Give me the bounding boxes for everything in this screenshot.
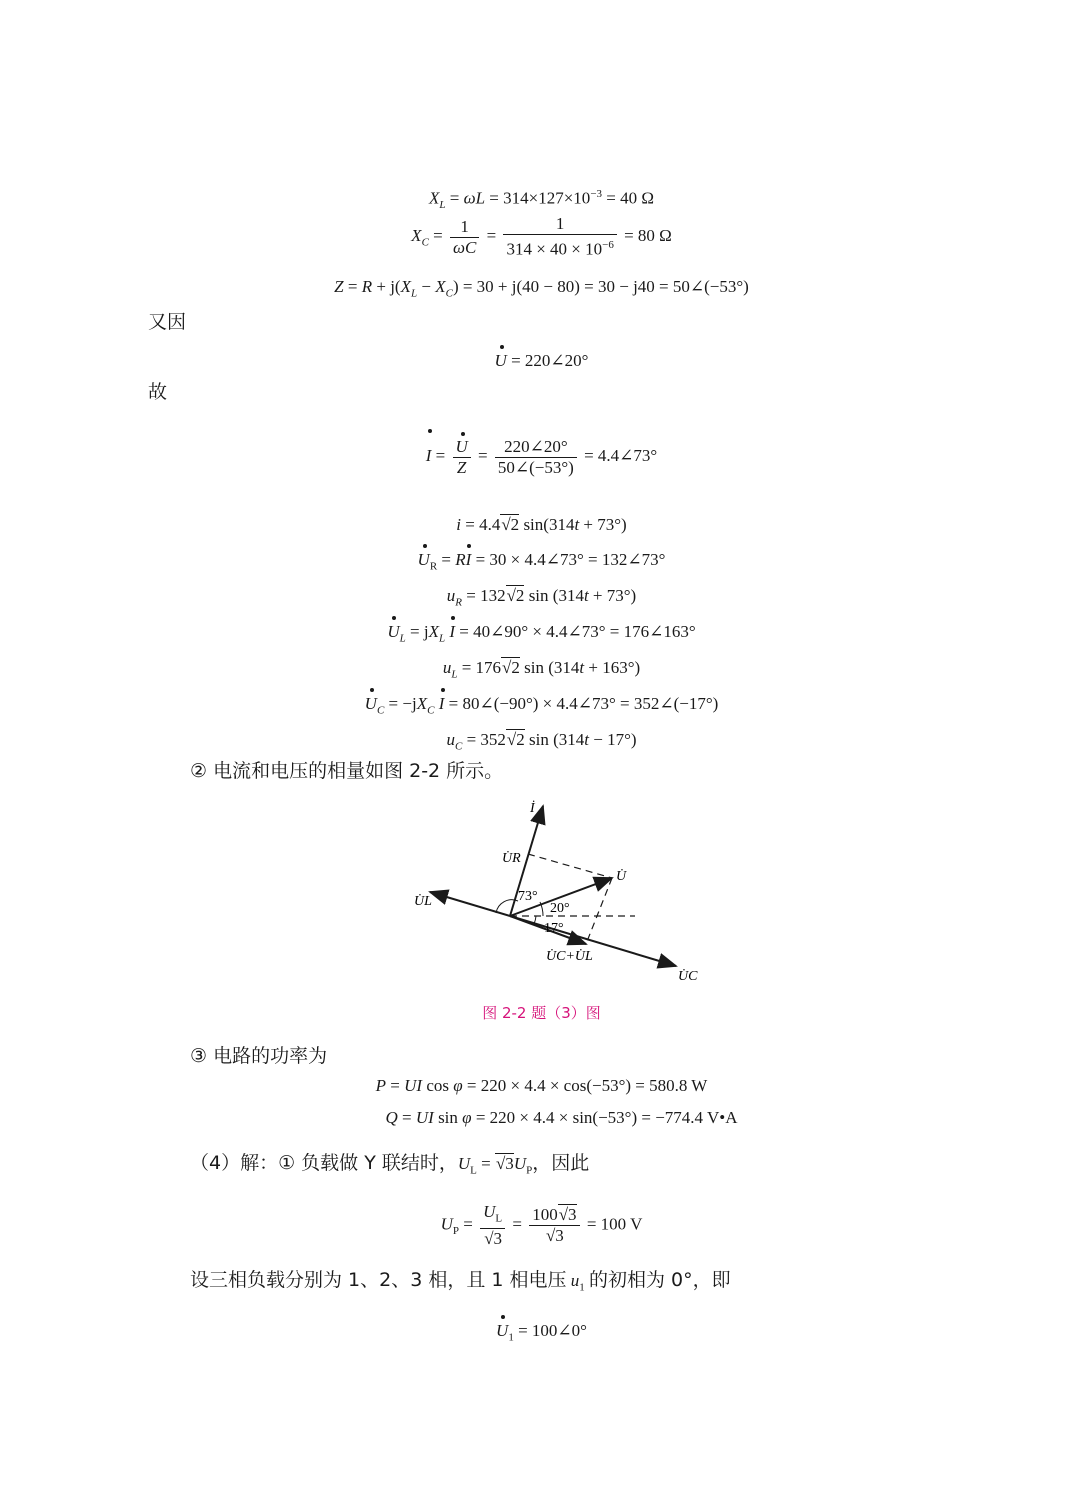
- equation-p: P = UI cos φ = 220 × 4.4 × cos(−53°) = 580.8 W: [375, 1076, 708, 1095]
- equation-i-phasor: I = $\frac{U}{Z}$ = $\frac{220\angle 20^\circ}{50\angle(-53^\circ)}$ = 4.4∠73°: [0, 434, 1083, 478]
- text-setup-b: 的初相为 0°，即: [589, 1269, 731, 1291]
- label-ur: U̇R: [502, 851, 521, 866]
- label-u: U̇: [616, 869, 627, 884]
- equation-i-time: i = 4.4√2 sin(314t + 73°): [456, 515, 627, 534]
- equation-uc: $U_C = -jX_C$ I = 80∠(−90°) × 4.4∠73° = 352∠(−17°): [364, 694, 719, 717]
- text-youyin: 又因: [148, 311, 187, 333]
- text-setup-a: 设三相负载分别为 1、2、3 相，且 1 相电压: [190, 1269, 567, 1291]
- label-73: 73°: [518, 889, 538, 904]
- equation-uc-time: $u_C = 352√2$ sin (314t − 17°): [446, 730, 637, 753]
- label-i: İ: [530, 801, 535, 816]
- label-20: 20°: [550, 901, 570, 916]
- text-item3: ③ 电路的功率为: [190, 1045, 328, 1067]
- phasor-diagram: [400, 792, 720, 992]
- figure-caption: 图 2-2 题（3）图: [482, 1004, 601, 1022]
- text-part4: （4）解：① 负载做 Y 联结时，$U_L = √3U_P$，因此: [190, 1152, 590, 1177]
- equation-xc: $X_C$ = $\frac{1}{\omega C}$ = $\frac{1}{314 \times 40 \times 10^{-6}}$ = 80 Ω: [411, 214, 672, 259]
- equation-ur-time: $u_R = 132√2$ sin (314t + 73°): [446, 586, 637, 609]
- text-setup: 设三相负载分别为 1、2、3 相，且 1 相电压 $u_1$ 的初相为 0°，即: [190, 1269, 731, 1294]
- equation-xl: $X_L = \omega L = 314\times 127\times 10^{-3} = 40$ Ω: [428, 188, 655, 212]
- equation-ul: $U_L = jX_L$ I = 40∠90° × 4.4∠73° = 176∠163°: [387, 622, 696, 645]
- equation-ul-time: $u_L = 176√2$ sin (314t + 163°): [442, 658, 641, 681]
- equation-up: $U_P$ = $\frac{U_L}{√3}$ = $\frac{100√3}{√3}$ = 100 V: [440, 1202, 643, 1249]
- label-ul: U̇L: [414, 894, 432, 909]
- label-uc: U̇C: [678, 969, 698, 984]
- equation-u1: $U_1$ = 100∠0°: [496, 1321, 587, 1344]
- equation-z: $Z = R + j(X_L - X_C) = 30 + j(40 - 80) = 30 - j40$ = 50∠(−53°): [334, 277, 749, 300]
- equation-q: Q = UI sin φ = 220 × 4.4 × sin(−53°) = −774.4 V•A: [385, 1108, 738, 1127]
- text-item2: ② 电流和电压的相量如图 2-2 所示。: [190, 760, 504, 782]
- text-gu: 故: [148, 381, 168, 403]
- label-ucul: U̇C+U̇L: [546, 949, 593, 964]
- equation-u: U = 220∠20°: [494, 351, 589, 370]
- label-17: 17°: [544, 921, 564, 936]
- equation-ur: $U_R$ = RI = 30 × 4.4∠73° = 132∠73°: [417, 550, 666, 573]
- text-part4-a: （4）解：① 负载做 Y 联结时，: [190, 1152, 458, 1174]
- phasor-uc: [510, 916, 676, 966]
- phasor-ul: [430, 892, 510, 916]
- text-part4-b: ，因此: [532, 1152, 590, 1174]
